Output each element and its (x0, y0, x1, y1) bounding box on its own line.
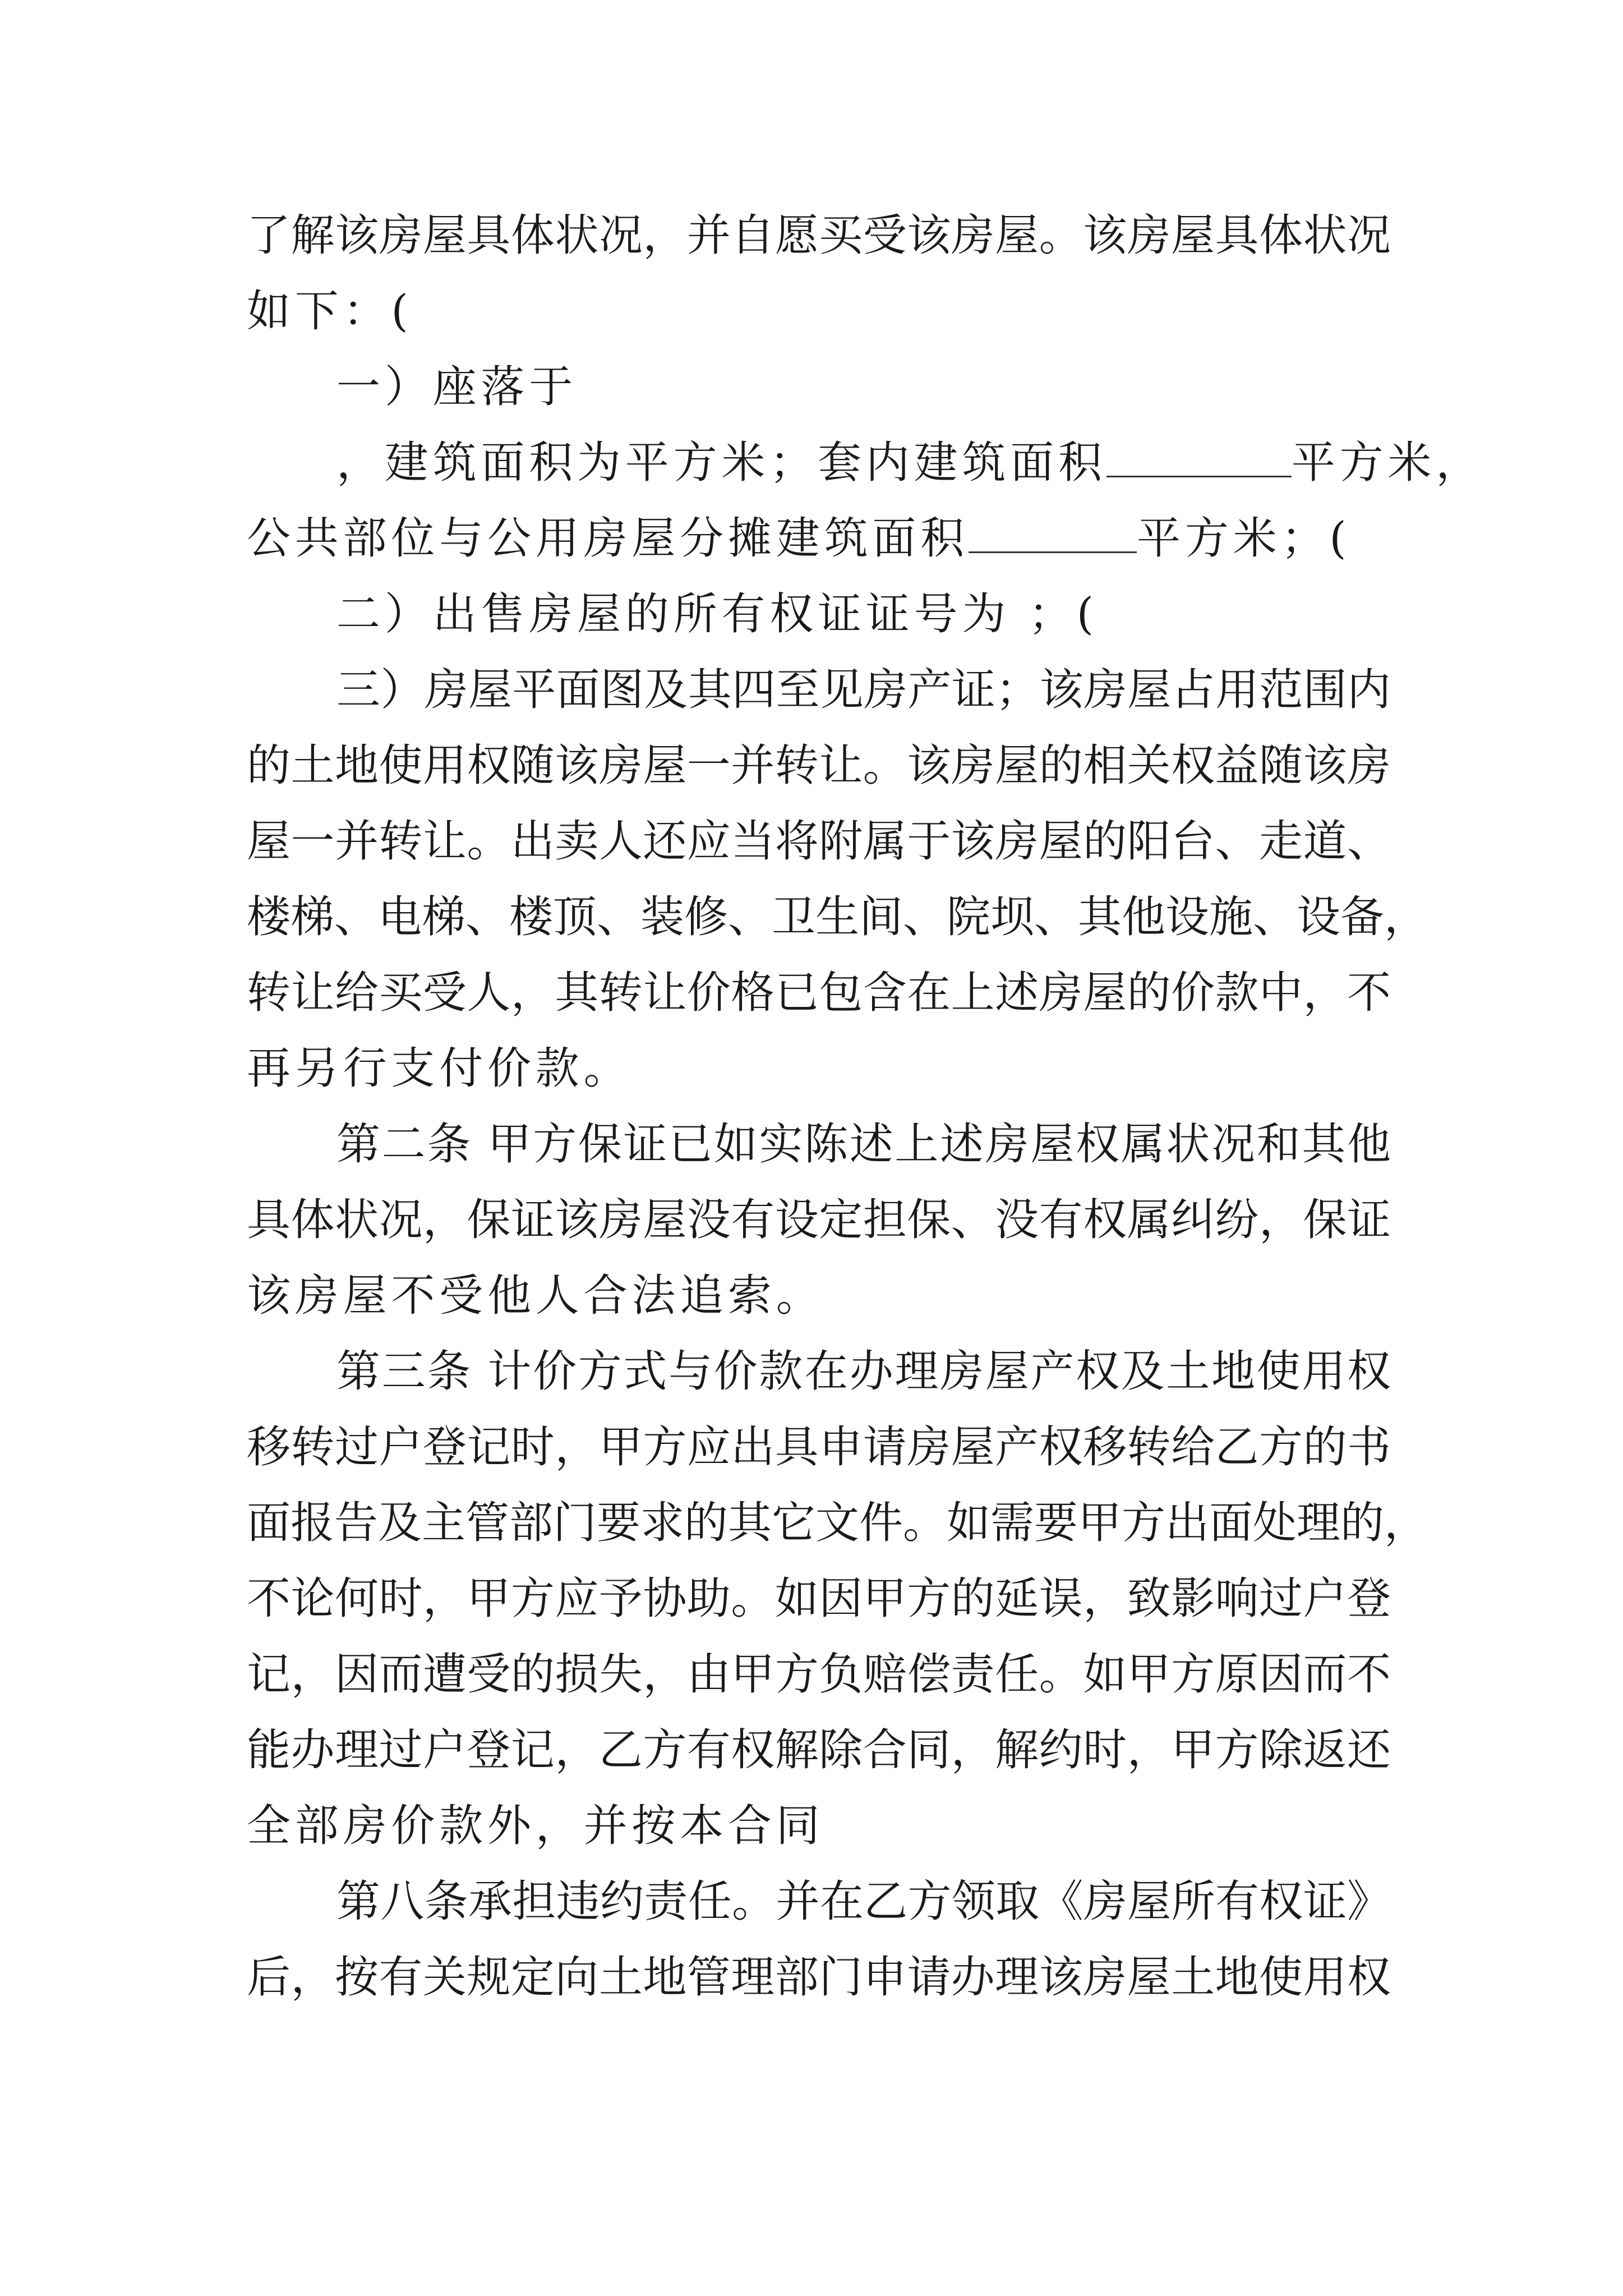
body-text-line: 具体状况，保证该房屋没有设定担保、没有权属纠纷，保证 (247, 1195, 1391, 1245)
article-three-heading-line: 第三条 计价方式与价款在办理房屋产权及土地使用权 (336, 1346, 1391, 1397)
body-text-line: 再另行支付价款。 (247, 1043, 632, 1094)
shared-area-unit-text: 平方米；( (1137, 513, 1351, 564)
body-text-line: 转让给买受人，其转让价格已包含在上述房屋的价款中，不 (247, 968, 1391, 1018)
clause-certificate-line: 二）出售房屋的所有权证证号为 ；( (336, 589, 1098, 639)
inner-area-blank (1106, 442, 1292, 477)
body-text-line: 了解该房屋具体状况，并自愿买受该房屋。该房屋具体状况 (247, 210, 1391, 261)
body-text-line: 记，因而遭受的损失，由甲方负赔偿责任。如甲方原因而不 (247, 1649, 1391, 1700)
body-text-line: 如下：( (247, 286, 413, 337)
area-text: ，建筑面积为平方米；套内建筑面积 (336, 438, 1106, 488)
body-text-line: 全部房价款外，并按本合同 (247, 1801, 824, 1851)
body-text-line: 面报告及主管部门要求的其它文件。如需要甲方出面处理的， (247, 1498, 1428, 1548)
body-text-line: 楼梯、电梯、楼顶、装修、卫生间、院坝、其他设施、设备， (247, 892, 1428, 942)
body-text-line: 能办理过户登记，乙方有权解除合同，解约时，甲方除返还 (247, 1725, 1391, 1775)
body-text-line: 后，按有关规定向土地管理部门申请办理该房屋土地使用权 (247, 1952, 1391, 2003)
body-text-line: 移转过户登记时，甲方应出具申请房屋产权移转给乙方的书 (247, 1422, 1391, 1473)
body-text-line: 该房屋不受他人合法追索。 (247, 1271, 824, 1321)
clause-area-line (336, 432, 1484, 494)
body-text-line: 不论何时，甲方应予协助。如因甲方的延误，致影响过户登 (247, 1573, 1391, 1624)
article-two-heading-line: 第二条 甲方保证已如实陈述上述房屋权属状况和其他 (336, 1119, 1391, 1170)
body-text-line: 的土地使用权随该房屋一并转让。该房屋的相关权益随该房 (247, 740, 1391, 791)
clause-location-line: 一）座落于 (336, 362, 578, 412)
shared-area-blank (969, 518, 1137, 553)
article-eight-line: 第八条承担违约责任。并在乙方领取《房屋所有权证》 (336, 1876, 1391, 1927)
clause-floorplan-line: 三）房屋平面图及其四至见房产证；该房屋占用范围内 (336, 665, 1391, 715)
shared-area-text: 公共部位与公用房屋分摊建筑面积 (247, 513, 969, 564)
area-unit-text: 平方米， (1291, 438, 1484, 488)
body-text-line: 屋一并转让。出卖人还应当将附属于该房屋的阳台、走道、 (247, 816, 1391, 867)
shared-area-line (247, 508, 1391, 569)
